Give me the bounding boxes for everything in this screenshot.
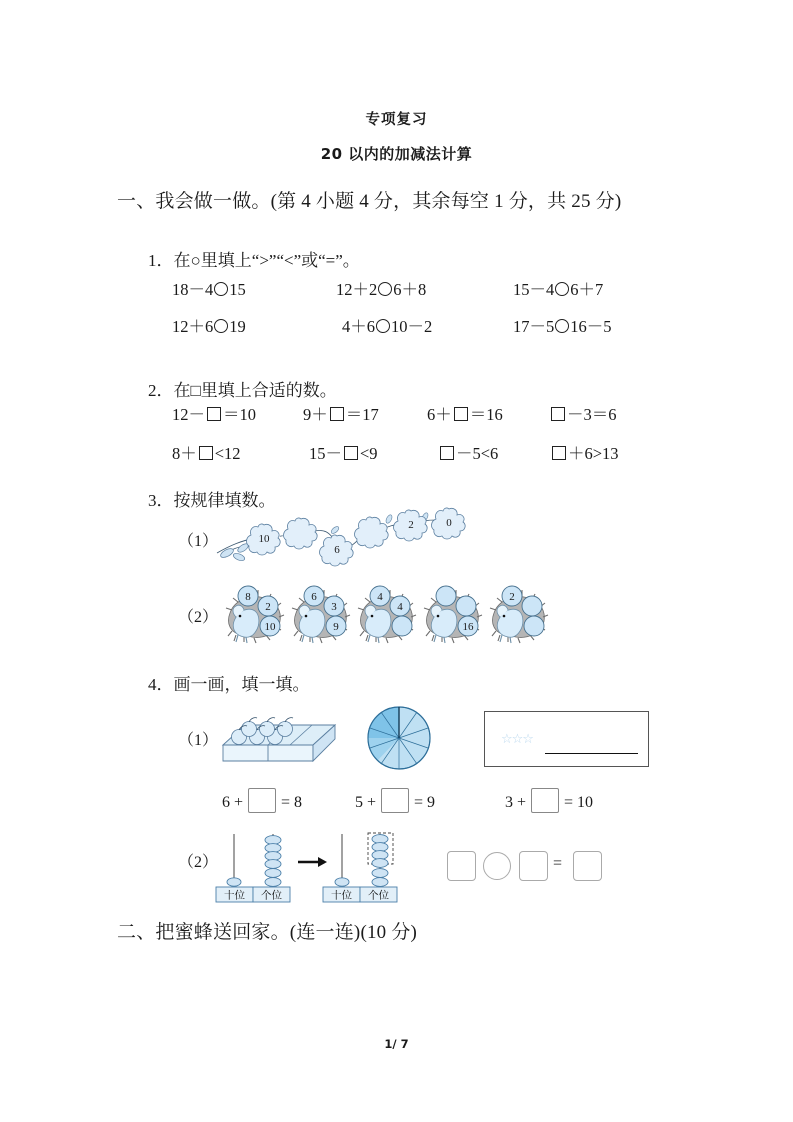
- expr-right: 15: [229, 280, 246, 299]
- question-3-heading: 3．按规律填数。: [148, 491, 276, 510]
- ones-place-label: 个位: [261, 889, 282, 902]
- answer-square[interactable]: [330, 407, 344, 421]
- ones-place-label: 个位: [368, 889, 389, 902]
- expr-suffix: ＋6>13: [568, 444, 619, 463]
- flower-value-3[interactable]: 6: [334, 544, 340, 556]
- hedgehog-top-value[interactable]: 2: [509, 591, 515, 603]
- expr-suffix: －3＝6: [567, 405, 617, 424]
- flower-value-5[interactable]: 2: [408, 519, 414, 531]
- answer-square[interactable]: [454, 407, 468, 421]
- expr-right: 6＋8: [393, 280, 427, 299]
- hedgehog-group-3: [354, 583, 420, 645]
- abacus-left: [216, 834, 290, 902]
- hedgehog-mid-value[interactable]: 2: [265, 601, 271, 613]
- expr-suffix: －5<6: [456, 444, 499, 463]
- expr-right: 16－5: [570, 317, 612, 336]
- flower-vine-sequence: [215, 505, 475, 567]
- hedgehog-bottom-value[interactable]: 9: [333, 621, 339, 633]
- answer-square[interactable]: [199, 446, 213, 460]
- hedgehog-top-value[interactable]: 8: [245, 591, 251, 603]
- eq-prefix: 6 +: [222, 794, 244, 811]
- arrow-right-icon: [298, 857, 327, 867]
- expr-prefix: 12－: [172, 405, 205, 424]
- expr-right: 19: [229, 317, 246, 336]
- flower-value-1[interactable]: 10: [258, 533, 270, 545]
- page-title: 专项复习: [365, 112, 428, 128]
- hedgehog-group-4: [420, 583, 486, 645]
- expr-left: 12＋6: [172, 317, 214, 336]
- compare-circle[interactable]: [214, 319, 228, 333]
- section-heading-2: 二、把蜜蜂送回家。(连一连)(10 分): [117, 922, 418, 943]
- expr-left: 12＋2: [336, 280, 378, 299]
- eq-suffix: = 8: [281, 794, 303, 811]
- abacus-illustration: [210, 830, 400, 908]
- hedgehog-group-2: [288, 583, 354, 645]
- tens-place-label: 十位: [331, 889, 352, 902]
- compare-circle[interactable]: [378, 282, 392, 296]
- hedgehog-sequence: [222, 583, 552, 645]
- expr-suffix: ＝17: [345, 405, 379, 424]
- answer-rule-line: [545, 753, 638, 754]
- question-3-part-1-label: （1）: [178, 533, 219, 550]
- expr-prefix: 15－: [309, 444, 342, 463]
- equation-answer-box[interactable]: [381, 788, 409, 813]
- hedgehog-top-value[interactable]: 4: [377, 591, 383, 603]
- expr-prefix: 8＋: [172, 444, 197, 463]
- expr-left: 18－4: [172, 280, 214, 299]
- compare-circle[interactable]: [555, 282, 569, 296]
- hedgehog-top-value[interactable]: 6: [311, 591, 317, 603]
- equation-answer-box[interactable]: [531, 788, 559, 813]
- page-subtitle: 20 以内的加减法计算: [320, 145, 473, 163]
- expr-left: 17－5: [513, 317, 555, 336]
- expr-right: 6＋7: [570, 280, 604, 299]
- question-4-part-1-label: （1）: [178, 732, 219, 749]
- eq-prefix: 3 +: [505, 794, 527, 811]
- answer-box-3[interactable]: [573, 851, 602, 881]
- hedgehog-mid-value[interactable]: 4: [397, 601, 403, 613]
- question-4-heading: 4．画一画，填一填。: [148, 675, 310, 694]
- compare-circle[interactable]: [214, 282, 228, 296]
- answer-box-1[interactable]: [447, 851, 476, 881]
- page-footer: 1/ 7: [384, 1037, 409, 1051]
- question-4-answer-row: [447, 851, 607, 885]
- stars-icon: ☆☆☆: [501, 732, 533, 747]
- answer-square[interactable]: [440, 446, 454, 460]
- expr-prefix: 6＋: [427, 405, 452, 424]
- eq-suffix: = 10: [564, 794, 594, 811]
- expr-suffix: <12: [214, 444, 241, 463]
- eq-prefix: 5 +: [355, 794, 377, 811]
- compare-circle[interactable]: [555, 319, 569, 333]
- equation-answer-box[interactable]: [248, 788, 276, 813]
- answer-square[interactable]: [344, 446, 358, 460]
- expr-right: 10－2: [391, 317, 433, 336]
- expr-left: 4＋6: [342, 317, 375, 336]
- answer-square[interactable]: [551, 407, 565, 421]
- answer-square[interactable]: [552, 446, 566, 460]
- expr-prefix: 9＋: [303, 405, 328, 424]
- operator-circle[interactable]: [483, 852, 511, 880]
- flower-value-6[interactable]: 0: [446, 517, 452, 529]
- expr-suffix: ＝16: [469, 405, 503, 424]
- compare-circle[interactable]: [376, 319, 390, 333]
- answer-square[interactable]: [207, 407, 221, 421]
- question-4-part-2-label: （2）: [178, 854, 219, 871]
- answer-box-2[interactable]: [519, 851, 548, 881]
- abacus-right: [323, 833, 397, 902]
- expr-left: 15－4: [513, 280, 555, 299]
- eq-suffix: = 9: [414, 794, 436, 811]
- hedgehog-mid-value[interactable]: 3: [331, 601, 337, 613]
- pie-chart-illustration: [366, 705, 432, 771]
- stars-answer-box[interactable]: [484, 711, 649, 767]
- equals-sign: =: [553, 855, 563, 872]
- hedgehog-bottom-value[interactable]: 16: [462, 621, 474, 633]
- question-2-heading: 2．在□里填上合适的数。: [148, 381, 337, 400]
- question-1-heading: 1．在○里填上“>”“<”或“=”。: [148, 251, 360, 270]
- question-3-part-2-label: （2）: [178, 609, 219, 626]
- hedgehog-group-1: [222, 583, 288, 645]
- hedgehog-bottom-value[interactable]: 10: [264, 621, 276, 633]
- section-heading-1: 一、我会做一做。(第 4 小题 4 分，其余每空 1 分，共 25 分): [117, 191, 622, 212]
- tens-place-label: 十位: [224, 889, 245, 902]
- expr-suffix: <9: [360, 444, 378, 463]
- hedgehog-group-5: [486, 583, 552, 645]
- apple-tray-illustration: [217, 707, 339, 769]
- expr-suffix: ＝10: [223, 405, 256, 424]
